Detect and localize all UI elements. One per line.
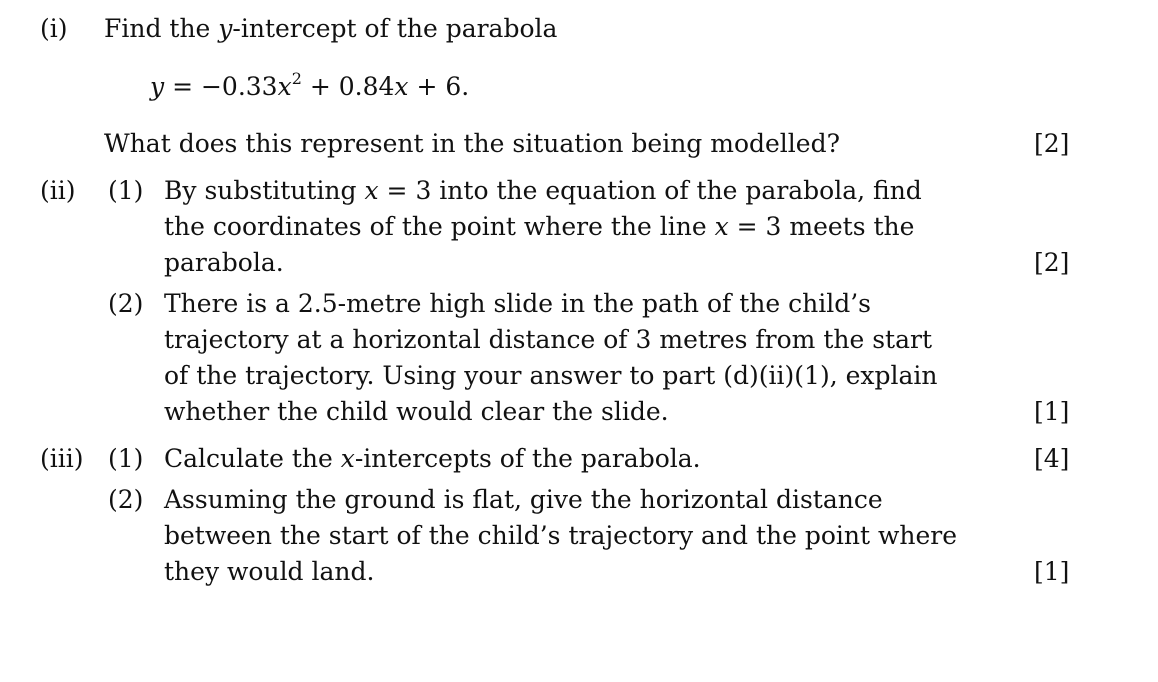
part-i-label: (i) — [40, 14, 68, 43]
eq-exponent: 2 — [291, 68, 302, 88]
part-iii-label: (iii) — [40, 444, 84, 473]
part-ii-1-text-b: = 3 into the equation of the parabola, find — [378, 176, 922, 205]
part-iii-1-text-a: Calculate the — [164, 444, 341, 473]
part-ii-1-mark: [2] — [1034, 248, 1070, 277]
part-iii-1-label: (1) — [108, 444, 144, 473]
part-ii-2-line1: There is a 2.5-metre high slide in the path of the child’s — [164, 289, 871, 318]
part-i-mark: [2] — [1034, 129, 1070, 158]
part-ii-1-var2: x — [714, 212, 729, 241]
eq-constant: + 6. — [408, 72, 470, 101]
part-iii-1-var: x — [340, 444, 355, 473]
part-ii-1-line1 — [164, 176, 922, 206]
part-iii-1-mark: [4] — [1034, 444, 1070, 473]
part-i-question: What does this represent in the situation being modelled? — [104, 129, 840, 158]
eq-coef-b: + 0.84 — [301, 72, 395, 101]
part-ii-1-line2 — [164, 212, 914, 242]
eq-coef-a: = −0.33 — [164, 72, 278, 101]
part-ii-2-label: (2) — [108, 289, 144, 318]
part-ii-1-text-d: = 3 meets the — [728, 212, 915, 241]
part-iii-2-line3: they would land. — [164, 557, 375, 586]
eq-x2: x — [394, 72, 409, 101]
eq-y: y — [150, 72, 165, 101]
part-ii-2-line3: of the trajectory. Using your answer to part (d)(ii)(1), explain — [164, 361, 938, 390]
part-i-line — [104, 14, 557, 44]
part-iii-2-label: (2) — [108, 485, 144, 514]
part-ii-1-label: (1) — [108, 176, 144, 205]
eq-x1: x — [277, 72, 292, 101]
part-ii-1-line3: parabola. — [164, 248, 284, 277]
part-i-text-a: Find the — [104, 14, 219, 43]
part-ii-2-line2: trajectory at a horizontal distance of 3 metres from the start — [164, 325, 933, 354]
part-iii-2-mark: [1] — [1034, 557, 1070, 586]
part-iii-2-line1: Assuming the ground is flat, give the horizontal distance — [164, 485, 883, 514]
part-i-text-b: -intercept of the parabola — [232, 14, 558, 43]
part-iii-2-line2: between the start of the child’s trajectory and the point where — [164, 521, 958, 550]
part-ii-label: (ii) — [40, 176, 76, 205]
parabola-equation — [150, 68, 470, 102]
part-ii-1-text-a: By substituting — [164, 176, 365, 205]
part-ii-1-var: x — [364, 176, 379, 205]
part-ii-1-text-c: the coordinates of the point where the line — [164, 212, 715, 241]
part-i-var: y — [218, 14, 233, 43]
part-iii-1-line1 — [164, 444, 701, 474]
part-ii-2-line4: whether the child would clear the slide. — [164, 397, 669, 426]
part-iii-1-text-b: -intercepts of the parabola. — [354, 444, 701, 473]
part-ii-2-mark: [1] — [1034, 397, 1070, 426]
